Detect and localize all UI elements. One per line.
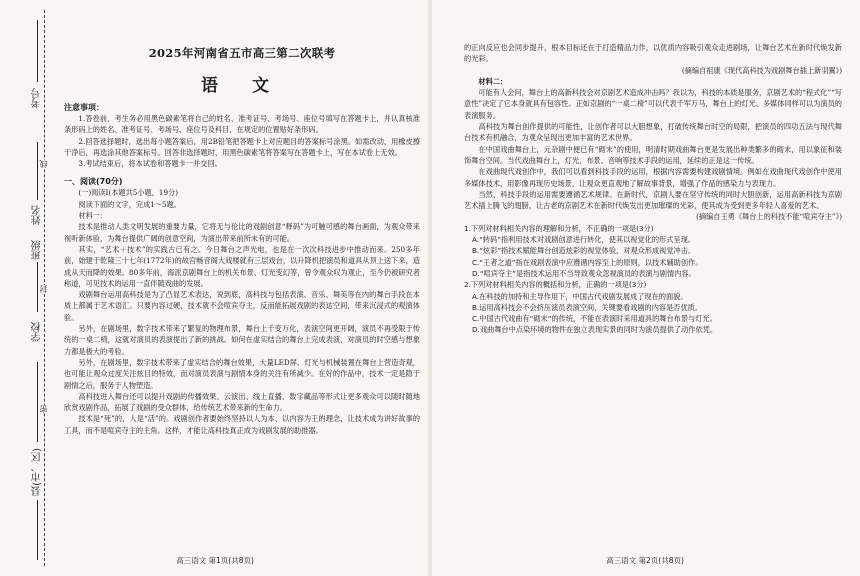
school-field[interactable] [37,362,38,442]
student-info-strip [0,0,58,576]
paragraph: 其实，“艺术＋技术”的实践古已有之。今日舞台之声光电，也是在一次次科技进步中推动而来。250多年前，始建于乾隆三十七年(1772年)的故宫畅音阁大戏楼就有三层戏台，以升降机把演员和道具从顶上送下来，造成从天而降的效果。80多年前，海派京剧舞台上的机关布景、灯光变幻等，曾令观众叹为观止，至今仍被研究者称道，可见技术的运用一直伴随戏曲的发展。 [64,244,420,288]
question-1-option-c: C.“王者之道”指在戏剧表演中应遵循内容至上的原则，以技术辅助创作。 [472,257,703,267]
name-field[interactable] [37,142,38,200]
lead-paragraph: 的正向反应也会同步提升，根本目标还在于打造精品力作，以优质内容吸引观众走进剧场，让舞台艺术在新时代焕发新的光彩。 [464,43,842,64]
school-label: 学校 [32,322,43,342]
exam-no-field[interactable] [37,20,38,82]
page-footer-right: 高三语文 第2页(共8页) [606,556,684,565]
paragraph: 另外，在剧场里，数字技术带来了繁复的物理布景，舞台上千变万化，表演空间更开阔，演员不再受限于传统的一桌二椅，这就对演员的表演提出了新的挑战。如何在虚实结合的舞台上完成表演，对演员的时空感与想象力都是极大的考验。 [64,324,420,356]
exam-no-label: 考号 [32,88,43,108]
paragraph: 可能有人会问，舞台上的高新科技会对京剧艺术造成冲击吗？我以为，科技的本质是服务，京剧艺术的“程式化”“写意性”决定了它本身就具有包容性。正如京剧的“一桌二椅”可以代表千军万马，舞台上的灯光、多媒体同样可以为演员的表演服务。 [464,88,842,120]
question-2-option-a: A.在科技的加持和主导作用下，中国古代戏剧发展成了现在的面貌。 [472,291,688,301]
paragraph: 在中国戏曲舞台上，元杂剧中便已有“砌末”的使用，明清时期戏曲舞台更是发展出种类繁多的砌末，用以象征和装饰舞台空间。当代戏曲舞台上，灯光、布景、音响等技术手段的运用，延续的正是这一传统。 [464,144,842,165]
left-content [64,0,420,436]
paragraph: 在戏曲现代戏创作中，我们可以看到科技手段的运用，根据内容需要构建戏剧情境。例如在戏曲现代戏创作中使用多媒体技术，用影像再现历史场景，让观众更直观地了解故事背景，增强了作品的感染力与表现力。 [464,167,842,188]
question-1-option-d: D.“喧宾夺主”是指技术运用不当导致观众忽视演员的表演与剧情内容。 [472,268,696,278]
note-3: 3.考试结束后，将本试卷和答题卡一并交回。 [78,159,222,169]
paragraph: 技术是推动人类文明发展的重要力量，它将无与伦比的戏剧创意“释码”为可触可感的舞台画面，为观众带来视听新体验，为舞台提供广阔的创意空间，为演出带来前所未有的可能。 [64,222,420,243]
question-2-option-c: C.中国古代戏曲有“砌末”的传统，不能在表演时采用道具的舞台布景与灯光。 [472,314,717,324]
name-label: 姓名 [32,205,43,225]
notes-title: 注意事项： [64,103,104,112]
material-1-label: 材料一： [78,211,108,221]
question-1-option-a: A.“转码”指利用技术对戏剧创意进行转化，使其以视觉化的形式呈现。 [472,235,695,245]
question-2-stem: 2.下列对材料相关内容的概括和分析，正确的一项是(3分) [464,280,647,290]
material-2-label: 材料二： [478,76,508,86]
county-field[interactable] [37,500,38,560]
right-page [430,0,860,576]
subject-title: 语 文 [201,76,283,96]
note-2: 2.回答选择题时，选出每小题答案后，用2B铅笔把答题卡上对应题目的答案标号涂黑。如需改动，用橡皮擦干净后，再选涂其他答案标号。回答非选择题时，用黑色碳素笔将答案写在答题卡上，写在本试卷上无效。 [64,136,420,157]
cut-mark-seal: 封 [39,285,48,293]
county-label: 县(市、区) [32,448,43,496]
paragraph: 高科技进入舞台还可以提升戏剧的传播效果。云演出、线上直播、数字藏品等形式让更多观众可以随时随地欣赏戏剧作品，拓展了戏剧的受众群体，给传统艺术带来新的生命力。 [64,391,420,413]
source-citation-2: (摘编自王勇《舞台上的科技不能“喧宾夺主”》) [696,212,842,222]
reading-instruction: 阅读下面的文字，完成1～5题。 [78,199,181,209]
page-footer-left: 高三语文 第1页(共8页) [176,556,254,565]
class-label: 班级 [32,240,43,260]
source-citation-1: (摘编自祖康《现代高科技为戏剧舞台插上新羽翼》) [681,65,842,75]
paragraph: 高科技为舞台创作提供的可能性，让创作者可以大胆想象，打破传统舞台时空的局限，把演员的四功五法与现代舞台技术有机融合，为观众呈现出更加丰富的艺术世界。 [464,122,842,143]
question-2-option-d: D.戏曲舞台中点染环境的物件在独立表现实景的同时为演员提供了动作依凭。 [472,325,718,335]
paragraph: 当然，科技手段的运用需要遵循艺术规律。在新时代，京剧人要在坚守传统的同时大胆创新，运用高新科技为京剧艺术插上腾飞的翅膀，让古老的京剧艺术在新时代焕发出更加璀璨的光彩，使其成为受到更多年轻人喜爱的艺术。 [464,189,842,211]
paragraph: 戏剧舞台运用高科技是为了凸显艺术表达，说到底，高科技与包括表演、音乐、舞美等在内的舞台手段在本质上都属于艺术语汇。只要内容过硬，技术就不会喧宾夺主，反而能拓展戏剧的表达空间，带来沉浸式的观演体验。 [64,290,420,322]
section-heading: 一、阅读(70分) [64,177,123,187]
right-content [464,42,842,336]
question-1-option-b: B.“炫彩”指技术赋能舞台创造炫彩的视觉体验，对观众形成视觉冲击。 [472,246,696,256]
exam-title: 2025年河南省五市高三第二次联考 [148,46,336,60]
cut-mark-secret: 密 [39,405,48,413]
subsection-heading: (一)阅读Ⅰ(本题共5小题，19分) [78,188,179,198]
paragraph: 技术是“死”的，人是“活”的。戏剧创作者要始终坚持以人为本、以内容为王的理念，让技术成为讲好故事的工具，而不是喧宾夺主的主角。这样，才能让高科技真正成为戏剧发展的助推器。 [64,414,420,435]
question-1-stem: 1.下列对材料相关内容的理解和分析，不正确的一项是(3分) [464,223,654,233]
paragraph: 另外，在剧场里，数字技术带来了虚实结合的舞台效果，大量LED屏、灯光与机械装置在舞台上营造奇观，也可能让观众过度关注炫目的特效，而对演员表演与剧情本身的关注有所减少。在好的作品中，技术一定是隐于剧情之后，服务于人物塑造。 [64,357,420,390]
note-1: 1.答卷前，考生务必用黑色碳素笔将自己的姓名、准考证号、考场号、座位号填写在答题卡上，并认真核准条形码上的姓名、准考证号、考场号、座位号及科目，在规定的位置贴好条形码。 [64,114,420,135]
question-2-option-b: B.运用高科技会不会挤压演员表演空间，关键要看戏剧的内容是否优质。 [472,302,703,312]
cut-mark-line: 线 [39,160,48,168]
